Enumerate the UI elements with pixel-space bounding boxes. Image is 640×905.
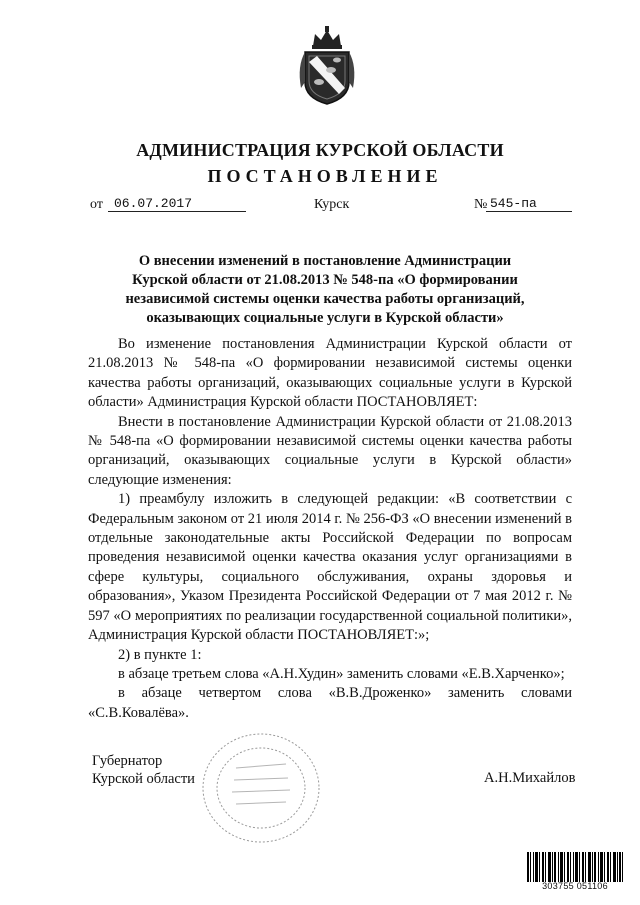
official-stamp-icon [196,728,326,848]
body-paragraph: 2) в пункте 1: [118,646,202,663]
signatory-name: А.Н.Михайлов [484,770,576,786]
organization-title: АДМИНИСТРАЦИЯ КУРСКОЙ ОБЛАСТИ [136,140,504,160]
body-paragraph: Внести в постановление Администрации Курской области от 21.08.2013 № 548-па «О формировании независимой системы оценки качества работы организаций, оказывающих социальные услуги в Курской области» следующие изменения: [88,413,572,488]
document-number: 545-па [486,196,572,212]
barcode [527,852,623,892]
document-subject: О внесении изменений в постановление Администрации Курской области от 21.08.2013 № 548-па «О формировании независимой системы оценки качества работы организаций, оказывающих социальные услуги в Курской области» [125,253,525,326]
signatory-position [92,752,195,788]
document-city: Курск [314,197,350,212]
barcode-number: 303755 051106 [542,881,608,891]
body-paragraph: 1) преамбулу изложить в следующей редакции: «В соответствии с Федеральным законом от 21 июля 2014 г. № 256-ФЗ «О внесении изменений в отдельные законодательные акты Российской Федерации по вопросам проведения независимой оценки качества оказания услуг организациями в сфере культуры, социального обслуживания, охраны здоровья и образования», Указом Президента Российской Федерации от 7 мая 2012 г. № 597 «О мероприятиях по реализации государственной социальной политики», Администрация Курской области ПОСТАНОВЛЯЕТ:»; [88,491,572,644]
signatory-position-line1: Губернатор [92,753,163,769]
document-date: 06.07.2017 [108,196,246,212]
body-paragraph: Во изменение постановления Администрации Курской области от 21.08.2013 № 548-па «О формировании независимой системы оценки качества работы организаций, оказывающих социальные услуги в Курской области» Администрация Курской области ПОСТАНОВЛЯЕТ: [88,336,572,411]
document-type-title: ПОСТАНОВЛЕНИЕ [207,166,443,186]
barcode-icon [527,852,623,882]
document-body [88,335,572,723]
number-label: № [474,197,488,212]
signatory-position-line2: Курской области [92,771,195,787]
date-label: от [90,197,103,212]
body-paragraph: в абзаце четвертом слова «В.В.Дроженко» заменить словами «С.В.Ковалёва». [88,685,572,721]
body-paragraph: в абзаце третьем слова «А.Н.Худин» заменить словами «Е.В.Харченко»; [118,665,565,682]
coat-of-arms-icon [295,26,359,106]
